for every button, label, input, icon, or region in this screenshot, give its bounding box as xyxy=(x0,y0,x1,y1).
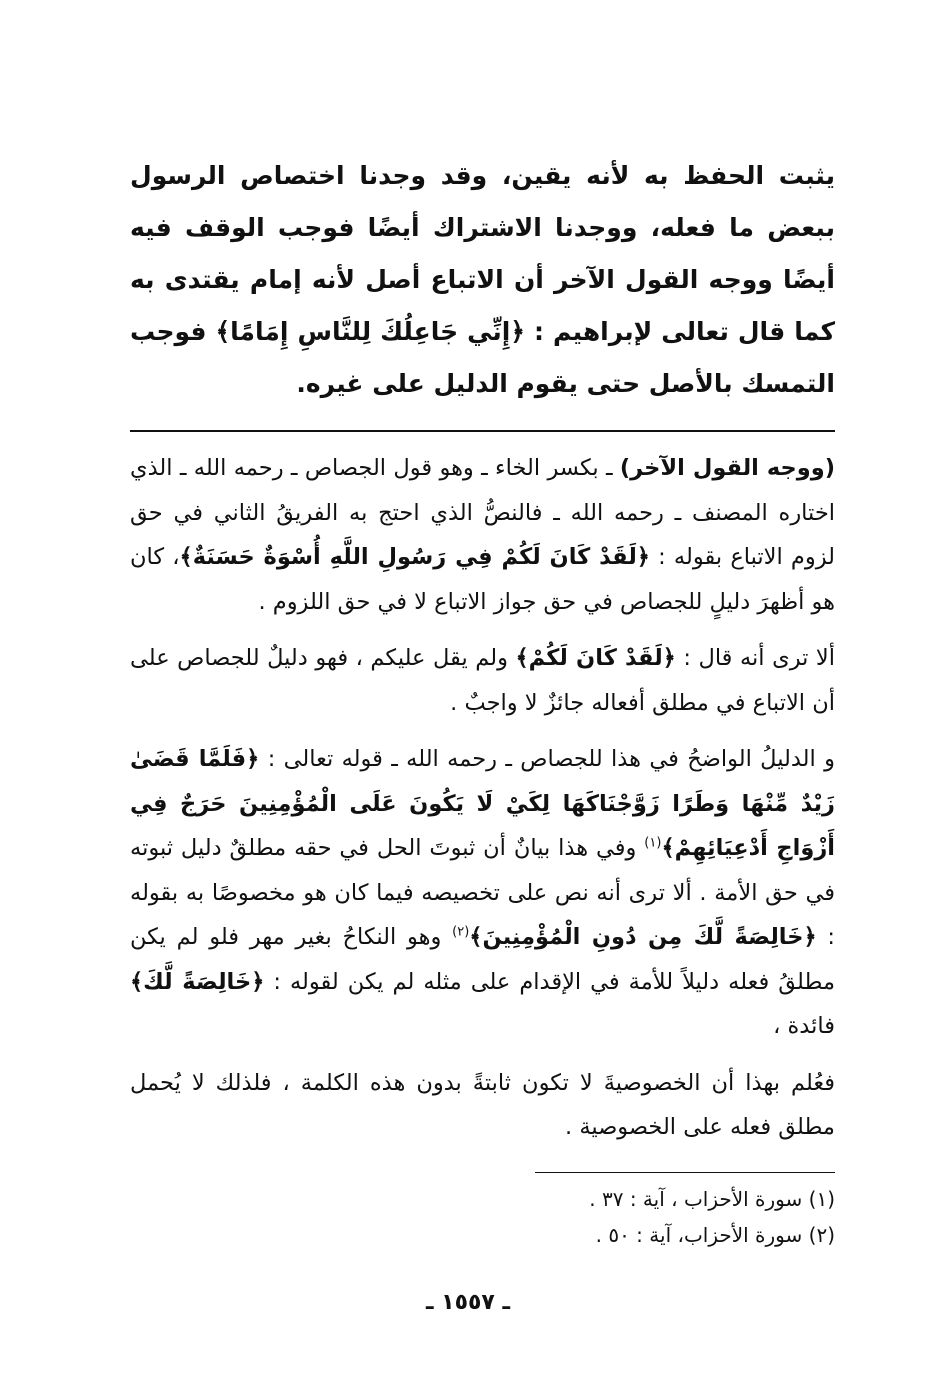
commentary-text: وهو النكاحُ بغير مهر فلو لم يكن مطلقُ فعله دليلاً للأمة في الإقدام على مثله لم يكن لقوله : xyxy=(130,924,835,995)
commentary-text: ألا ترى أنه قال : xyxy=(675,645,835,671)
commentary-paragraph-1 xyxy=(130,446,835,624)
quran-verse: ﴿لَقَدْ كَانَ لَكُمْ فِي رَسُولِ اللَّهِ أُسْوَةٌ حَسَنَةٌ﴾ xyxy=(179,544,650,570)
quran-verse: ﴿فَلَمَّا قَضَىٰ زَيْدٌ مِّنْهَا وَطَرًا زَوَّجْنَاكَهَا لِكَيْ لَا يَكُونَ عَلَى الْمُؤْمِنِينَ حَرَجٌ فِي أَزْوَاجِ أَدْعِيَائِهِمْ﴾ xyxy=(130,746,835,861)
page-body xyxy=(130,150,835,1253)
commentary-text: و الدليلُ الواضحُ في هذا للجصاص ـ رحمه الله ـ قوله تعالى : xyxy=(259,746,835,772)
commentary-paragraph-3 xyxy=(130,737,835,1049)
commentary-paragraph-4: فعُلم بهذا أن الخصوصيةَ لا تكون ثابتةً بدون هذه الكلمة ، فلذلك لا يُحمل مطلق فعله على الخصوصية . xyxy=(130,1069,835,1140)
quran-verse: ﴿خَالِصَةً لَّكَ مِن دُونِ الْمُؤْمِنِينَ﴾ xyxy=(469,924,817,950)
quran-verse: ﴿خَالِصَةً لَّكَ﴾ xyxy=(130,968,265,995)
commentary-text: وفي هذا بيانٌ أن ثبوتَ الحل في حقه مطلقٌ دليل ثبوته في حق الأمة . ألا ترى أنه نص على تخصيصه فيما كان هو مخصوصًا به بقوله : xyxy=(130,835,835,950)
footnote-2: (٢) سورة الأحزاب، آية : ٥٠ . xyxy=(595,1222,835,1247)
commentary-text: ـ بكسر الخاء ـ وهو قول الجصاص ـ رحمه الله ـ الذي اختاره المصنف ـ رحمه الله ـ فالنصُّ الذي احتج به الفريقُ الثاني في حق لزوم الاتباع بقوله : xyxy=(130,455,835,570)
commentary-text: ولم يقل عليكم ، فهو دليلٌ للجصاص على أن الاتباع في مطلق أفعاله جائزٌ لا واجبٌ . xyxy=(130,645,835,716)
commentary-text: ، كان هو أظهرَ دليلٍ للجصاص في حق جواز الاتباع لا في حق اللزوم . xyxy=(130,544,835,615)
separator-rule xyxy=(130,430,835,432)
footnote-separator xyxy=(535,1172,835,1173)
commentary-text: فائدة ، xyxy=(773,1013,835,1039)
page-number: ـ ١٥٥٧ ـ xyxy=(425,1290,511,1315)
quran-verse: ﴿لَقَدْ كَانَ لَكُمْ﴾ xyxy=(515,645,676,671)
main-text: يثبت الحفظ به لأنه يقين، وقد وجدنا اختصاص الرسول ببعض ما فعله، ووجدنا الاشتراك أيضًا فوجب الوقف فيه أيضًا ووجه القول الآخر أن الاتباع أصل لأنه إمام يقتدى به كما قال تعالى لإبراهيم : ﴿إِنِّي جَاعِلُكَ لِلنَّاسِ إِمَامًا﴾ فوجب التمسك بالأصل حتى يقوم الدليل على غيره. xyxy=(130,161,835,398)
footnote-ref: (١) xyxy=(644,835,662,851)
commentary xyxy=(130,446,835,1150)
quoted-term: (ووجه القول الآخر) xyxy=(619,455,835,481)
footnote-1: (١) سورة الأحزاب ، آية : ٣٧ . xyxy=(589,1186,835,1211)
commentary-paragraph-2 xyxy=(130,636,835,725)
footnote-ref: (٢) xyxy=(452,924,470,940)
footnotes xyxy=(130,1181,835,1253)
